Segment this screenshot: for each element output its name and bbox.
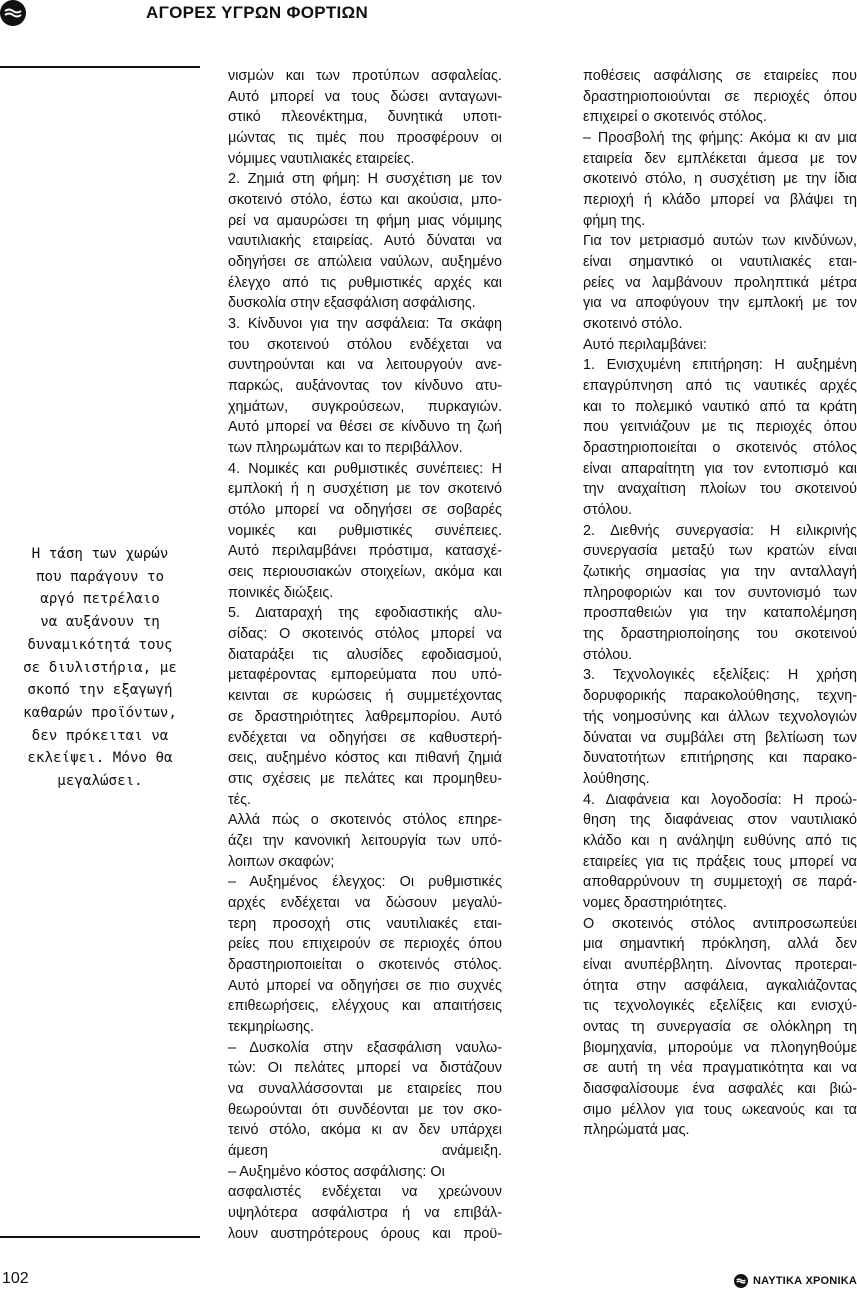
article-line: νομικές και ρυθμιστικές συνέπειες. bbox=[228, 522, 502, 539]
pull-quote-line: αργό πετρέλαιο bbox=[40, 591, 160, 608]
article-line: τις τεχνολογικές εξελίξεις και ενισχύ- bbox=[583, 998, 857, 1015]
article-line: μεταφέροντας εμπορεύματα που υπό- bbox=[228, 667, 502, 684]
article-line: τεκμηρίωσης. bbox=[228, 1018, 315, 1035]
article-line: ναυτιλιακής εταιρείας. Αυτό δύναται να bbox=[228, 233, 502, 250]
article-line: επιθεωρήσεις, ελέγχους και απαιτήσεις bbox=[228, 998, 502, 1015]
wave-circle-icon bbox=[0, 0, 26, 26]
article-line: 1. Ενισχυμένη επιτήρηση: Η αυξημένη bbox=[583, 357, 857, 374]
article-line: ότητα στην ασφάλεια, αγκαλιάζοντας bbox=[583, 977, 857, 994]
article-line: που γειτνιάζουν με τις περιοχές όπου bbox=[583, 419, 857, 436]
article-line: είναι ανυπέρβλητη. Δίνοντας προτεραι- bbox=[583, 956, 857, 973]
article-line: οδηγήσει σε απώλεια ναύλων, αυξημένο bbox=[228, 254, 502, 271]
article-line: στις σχέσεις με πελάτες και προμηθευ- bbox=[228, 770, 502, 787]
article-line: 2. Διεθνής συνεργασία: Η ειλικρινής bbox=[583, 522, 857, 539]
article-line: ενδέχεται να οδηγήσει σε καθυστερή- bbox=[228, 729, 502, 746]
article-line: την αναχαίτιση πλοίων του σκοτεινού bbox=[583, 481, 857, 498]
article-line: δραστηριοποιούνται σε περιοχές όπου bbox=[583, 88, 857, 105]
article-line: είναι απαραίτητη για τον εντοπισμό και bbox=[583, 460, 857, 477]
article-line: πληρώματά μας. bbox=[583, 1122, 690, 1139]
article-line: Ο σκοτεινός στόλος αντιπροσωπεύει bbox=[583, 915, 857, 932]
article-line: παρκώς, αυξάνοντας τον κίνδυνο ατυ- bbox=[228, 378, 502, 395]
article-line: τές. bbox=[228, 791, 252, 808]
article-line: – Αυξημένο κόστος ασφάλισης: Οι bbox=[228, 1163, 445, 1180]
article-line: λοιπων σκαφών; bbox=[228, 853, 335, 870]
pull-quote-line: σε διυλιστήρια, με bbox=[23, 659, 177, 676]
article-line: σίδας: Ο σκοτεινός στόλος μπορεί να bbox=[228, 626, 502, 643]
article-line: εταιρείες για τις πράξεις τους μπορεί να bbox=[583, 853, 857, 870]
article-line: περιοχή ή κλάδο μπορεί να βλάψει τη bbox=[583, 192, 857, 209]
article-line: τών: Οι πελάτες μπορεί να διστάζουν bbox=[228, 1060, 502, 1077]
pull-quote-line: εκλείψει. Μόνο θα bbox=[27, 750, 173, 767]
article-line: δραστηριοποιείται ο σκοτεινός στόλος bbox=[583, 440, 857, 457]
article-line: σεις, αυξημένο κόστος και πιθανή ζημιά bbox=[228, 750, 502, 767]
article-line: οντας τη συνεργασία σε ολόκληρη τη bbox=[583, 1018, 857, 1035]
article-line: ρείες που επιχειρούν σε περιοχές όπου bbox=[228, 936, 502, 953]
article-line: λούθησης. bbox=[583, 770, 650, 787]
article-line: Αυτό μπορεί να οδηγήσει σε πιο συχνές bbox=[228, 977, 502, 994]
article-line: Αυτό μπορεί να τους δώσει ανταγωνι- bbox=[228, 88, 502, 105]
article-line: σεις περιουσιακών στοιχείων, ακόμα και bbox=[228, 564, 502, 581]
article-line: συντηρούνται και να λειτουργούν ανε- bbox=[228, 357, 502, 374]
article-line: έλεγχο από τις ρυθμιστικές αρχές και bbox=[228, 274, 502, 291]
article-line: σε αυτή τη νέα πραγματικότητα και να bbox=[583, 1060, 857, 1077]
article-line: στόλου. bbox=[583, 646, 633, 663]
article-line: χημάτων, συγκρούσεων, πυρκαγιών. bbox=[228, 398, 502, 415]
article-line: – Δυσκολία στην εξασφάλιση ναυλω- bbox=[228, 1039, 502, 1056]
article-line: δυσκολία στην εξασφάλιση ασφάλισης. bbox=[228, 295, 476, 312]
article-column-2 bbox=[583, 66, 857, 1141]
article-line: λουν αυστηρότερους όρους και προϋ- bbox=[228, 1225, 502, 1242]
article-line: άμεση ανάμειξη. bbox=[228, 1142, 502, 1159]
wave-circle-icon bbox=[734, 1274, 748, 1288]
article-line: σκοτεινό στόλο. bbox=[583, 316, 683, 333]
article-line: άζει την κανονική λειτουργία των υπό- bbox=[228, 832, 502, 849]
pull-quote-line: που παράγουν το bbox=[35, 568, 165, 585]
article-line: ρείες να λαμβάνουν προληπτικά μέτρα bbox=[583, 274, 857, 291]
article-line: δραστηριοποιείται ο σκοτεινός στόλος. bbox=[228, 956, 502, 973]
article-line: είναι σημαντικό οι ναυτιλιακές εται- bbox=[583, 254, 857, 271]
article-line: τής νοημοσύνης και άλλων τεχνολογιών bbox=[583, 708, 857, 725]
article-line: 3. Κίνδυνοι για την ασφάλεια: Τα σκάφη bbox=[228, 316, 502, 333]
article-line: τερη προσοχή στις ναυτιλιακές εται- bbox=[228, 915, 502, 932]
pull-quote-line: καθαρών προϊόντων, bbox=[23, 704, 177, 721]
article-line: ζωτικής σημασίας για την ανταλλαγή bbox=[583, 564, 857, 581]
article-line: σε δραστηριότητες λαθρεμπορίου. Αυτό bbox=[228, 708, 502, 725]
article-line: ποθέσεις ασφάλισης σε εταιρείες που bbox=[583, 68, 857, 84]
page-number: 102 bbox=[2, 1270, 29, 1287]
pull-quote-line: μεγαλώσει. bbox=[57, 773, 143, 790]
article-line: 2. Ζημιά στη φήμη: Η συσχέτιση με τον bbox=[228, 171, 502, 188]
publication-brand bbox=[734, 1274, 857, 1288]
article-line: θεωρούνται ότι συνδέονται με τον σκο- bbox=[228, 1101, 502, 1118]
article-line: της δραστηριοποίησης του σκοτεινού bbox=[583, 626, 857, 643]
article-line: ποινικές διώξεις. bbox=[228, 584, 334, 601]
pull-quote-line: δυναμικότητά τους bbox=[27, 636, 173, 653]
article-line: εταιρεία δεν εμπλέκεται άμεσα με τον bbox=[583, 150, 857, 167]
article-line: σκοτεινό στόλο, η συσχέτιση με την ίδια bbox=[583, 171, 857, 188]
article-line: – Προσβολή της φήμης: Ακόμα κι αν μια bbox=[583, 130, 857, 147]
article-line: μώντας τις τιμές που προσφέρουν οι bbox=[228, 130, 502, 147]
article-line: διασφαλίσουμε ένα ασφαλές και βιώ- bbox=[583, 1080, 857, 1097]
article-line: φήμη της. bbox=[583, 212, 646, 229]
article-line: των πληρωμάτων και το περιβάλλον. bbox=[228, 440, 463, 457]
article-line: συνεργασία μεταξύ των κρατών είναι bbox=[583, 543, 857, 560]
sidebar-top-rule bbox=[0, 66, 200, 68]
article-line: σιμο μέλλον για τους ωκεανούς και τα bbox=[583, 1101, 857, 1118]
pull-quote-line: να αυξάνουν τη bbox=[40, 614, 160, 631]
article-line: για να αποφύγουν την εμπλοκή με τον bbox=[583, 295, 857, 312]
article-line: νισμών και των προτύπων ασφαλείας. bbox=[228, 68, 502, 84]
article-line: Για τον μετριασμό αυτών των κινδύνων, bbox=[583, 233, 857, 250]
article-line: 3. Τεχνολογικές εξελίξεις: Η χρήση bbox=[583, 667, 857, 684]
publication-name: ΝΑΥΤΙΚΑ ΧΡΟΝΙΚΑ bbox=[752, 1275, 857, 1287]
sidebar-bottom-rule bbox=[0, 1236, 200, 1238]
article-line: δύναται να συμβάλει στη βελτίωση των bbox=[583, 729, 857, 746]
article-column-1 bbox=[228, 66, 502, 1244]
section-title: ΑΓΟΡΕΣ ΥΓΡΩΝ ΦΟΡΤΙΩΝ bbox=[146, 3, 369, 22]
article-line: επιχειρεί ο σκοτεινός στόλος. bbox=[583, 109, 767, 126]
article-line: στικό πλεονέκτημα, δυνητικά υποτι- bbox=[228, 109, 502, 126]
article-line: εμπλοκή ή η συσχέτιση με τον σκοτεινό bbox=[228, 481, 502, 498]
article-line: σκοτεινό στόλο, έστω και ακούσια, μπο- bbox=[228, 192, 502, 209]
article-line: ρεί να αμαυρώσει τη φήμη μιας νόμιμης bbox=[228, 212, 502, 229]
article-line: του σκοτεινού στόλου ενδέχεται να bbox=[228, 336, 502, 353]
article-line: νόμιμες ναυτιλιακές εταιρείες. bbox=[228, 150, 415, 167]
article-line: θηση της διαφάνειας στον ναυτιλιακό bbox=[583, 812, 857, 829]
article-line: 4. Νομικές και ρυθμιστικές συνέπειες: Η bbox=[228, 460, 502, 477]
article-line: αρχές ενδέχεται να δώσουν μεγαλύ- bbox=[228, 894, 502, 911]
article-line: δυνατοτήτων επιτήρησης και παρακο- bbox=[583, 750, 857, 767]
article-line: 5. Διαταραχή της εφοδιαστικής αλυ- bbox=[228, 605, 502, 622]
article-line: να συναλλάσσονται με εταιρείες που bbox=[228, 1080, 502, 1097]
article-line: Αυτό περιλαμβάνει πρόστιμα, κατασχέ- bbox=[228, 543, 502, 560]
article-line: Αυτό περιλαμβάνει: bbox=[583, 336, 707, 353]
article-line: προσπαθειών για την καταπολέμηση bbox=[583, 605, 857, 622]
article-line: αποθαρρύνουν τη συμμετοχή σε παρά- bbox=[583, 874, 857, 891]
article-line: τεινό στόλο, ακόμα κι αν δεν υπάρχει bbox=[228, 1122, 502, 1139]
article-line: – Αυξημένος έλεγχος: Οι ρυθμιστικές bbox=[228, 874, 502, 891]
article-line: νομες δραστηριότητες. bbox=[583, 894, 727, 911]
article-line: διαταράξει τις αλυσίδες εφοδιασμού, bbox=[228, 646, 502, 663]
pull-quote-line: δεν πρόκειται να bbox=[31, 727, 169, 744]
article-line: υψηλότερα ασφάλιστρα ή να επιβάλ- bbox=[228, 1204, 502, 1221]
article-line: 4. Διαφάνεια και λογοδοσία: Η προώ- bbox=[583, 791, 857, 808]
article-line: κεινται σε κυρώσεις ή συμμετέχοντας bbox=[228, 688, 502, 705]
article-line: πληροφοριών και τον συντονισμό των bbox=[583, 584, 857, 601]
article-line: μια σημαντική πρόκληση, αλλά δεν bbox=[583, 936, 857, 953]
article-line: ασφαλιστές ενδέχεται να χρεώνουν bbox=[228, 1184, 502, 1201]
pull-quote-line: σκοπό την εξαγωγή bbox=[27, 682, 173, 699]
article-line: δορυφορικής παρακολούθησης, τεχνη- bbox=[583, 688, 857, 705]
article-line: κλάδο και η ανάληψη ευθύνης από τις bbox=[583, 832, 857, 849]
article-line: Αυτό μπορεί να θέσει σε κίνδυνο τη ζωή bbox=[228, 419, 502, 436]
pull-quote-line: Η τάση των χωρών bbox=[31, 546, 169, 562]
article-line: Αλλά πώς ο σκοτεινός στόλος επηρε- bbox=[228, 812, 502, 829]
pull-quote bbox=[0, 543, 200, 793]
article-line: επαγρύπνηση από τις ναυτικές αρχές bbox=[583, 378, 857, 395]
article-line: στόλο μπορεί να οδηγήσει σε σοβαρές bbox=[228, 502, 502, 519]
article-line: βιομηχανία, μπορούμε να πλοηγηθούμε bbox=[583, 1039, 857, 1056]
article-line: και το πολεμικό ναυτικό από τα κράτη bbox=[583, 398, 857, 415]
article-line: στόλου. bbox=[583, 502, 633, 519]
